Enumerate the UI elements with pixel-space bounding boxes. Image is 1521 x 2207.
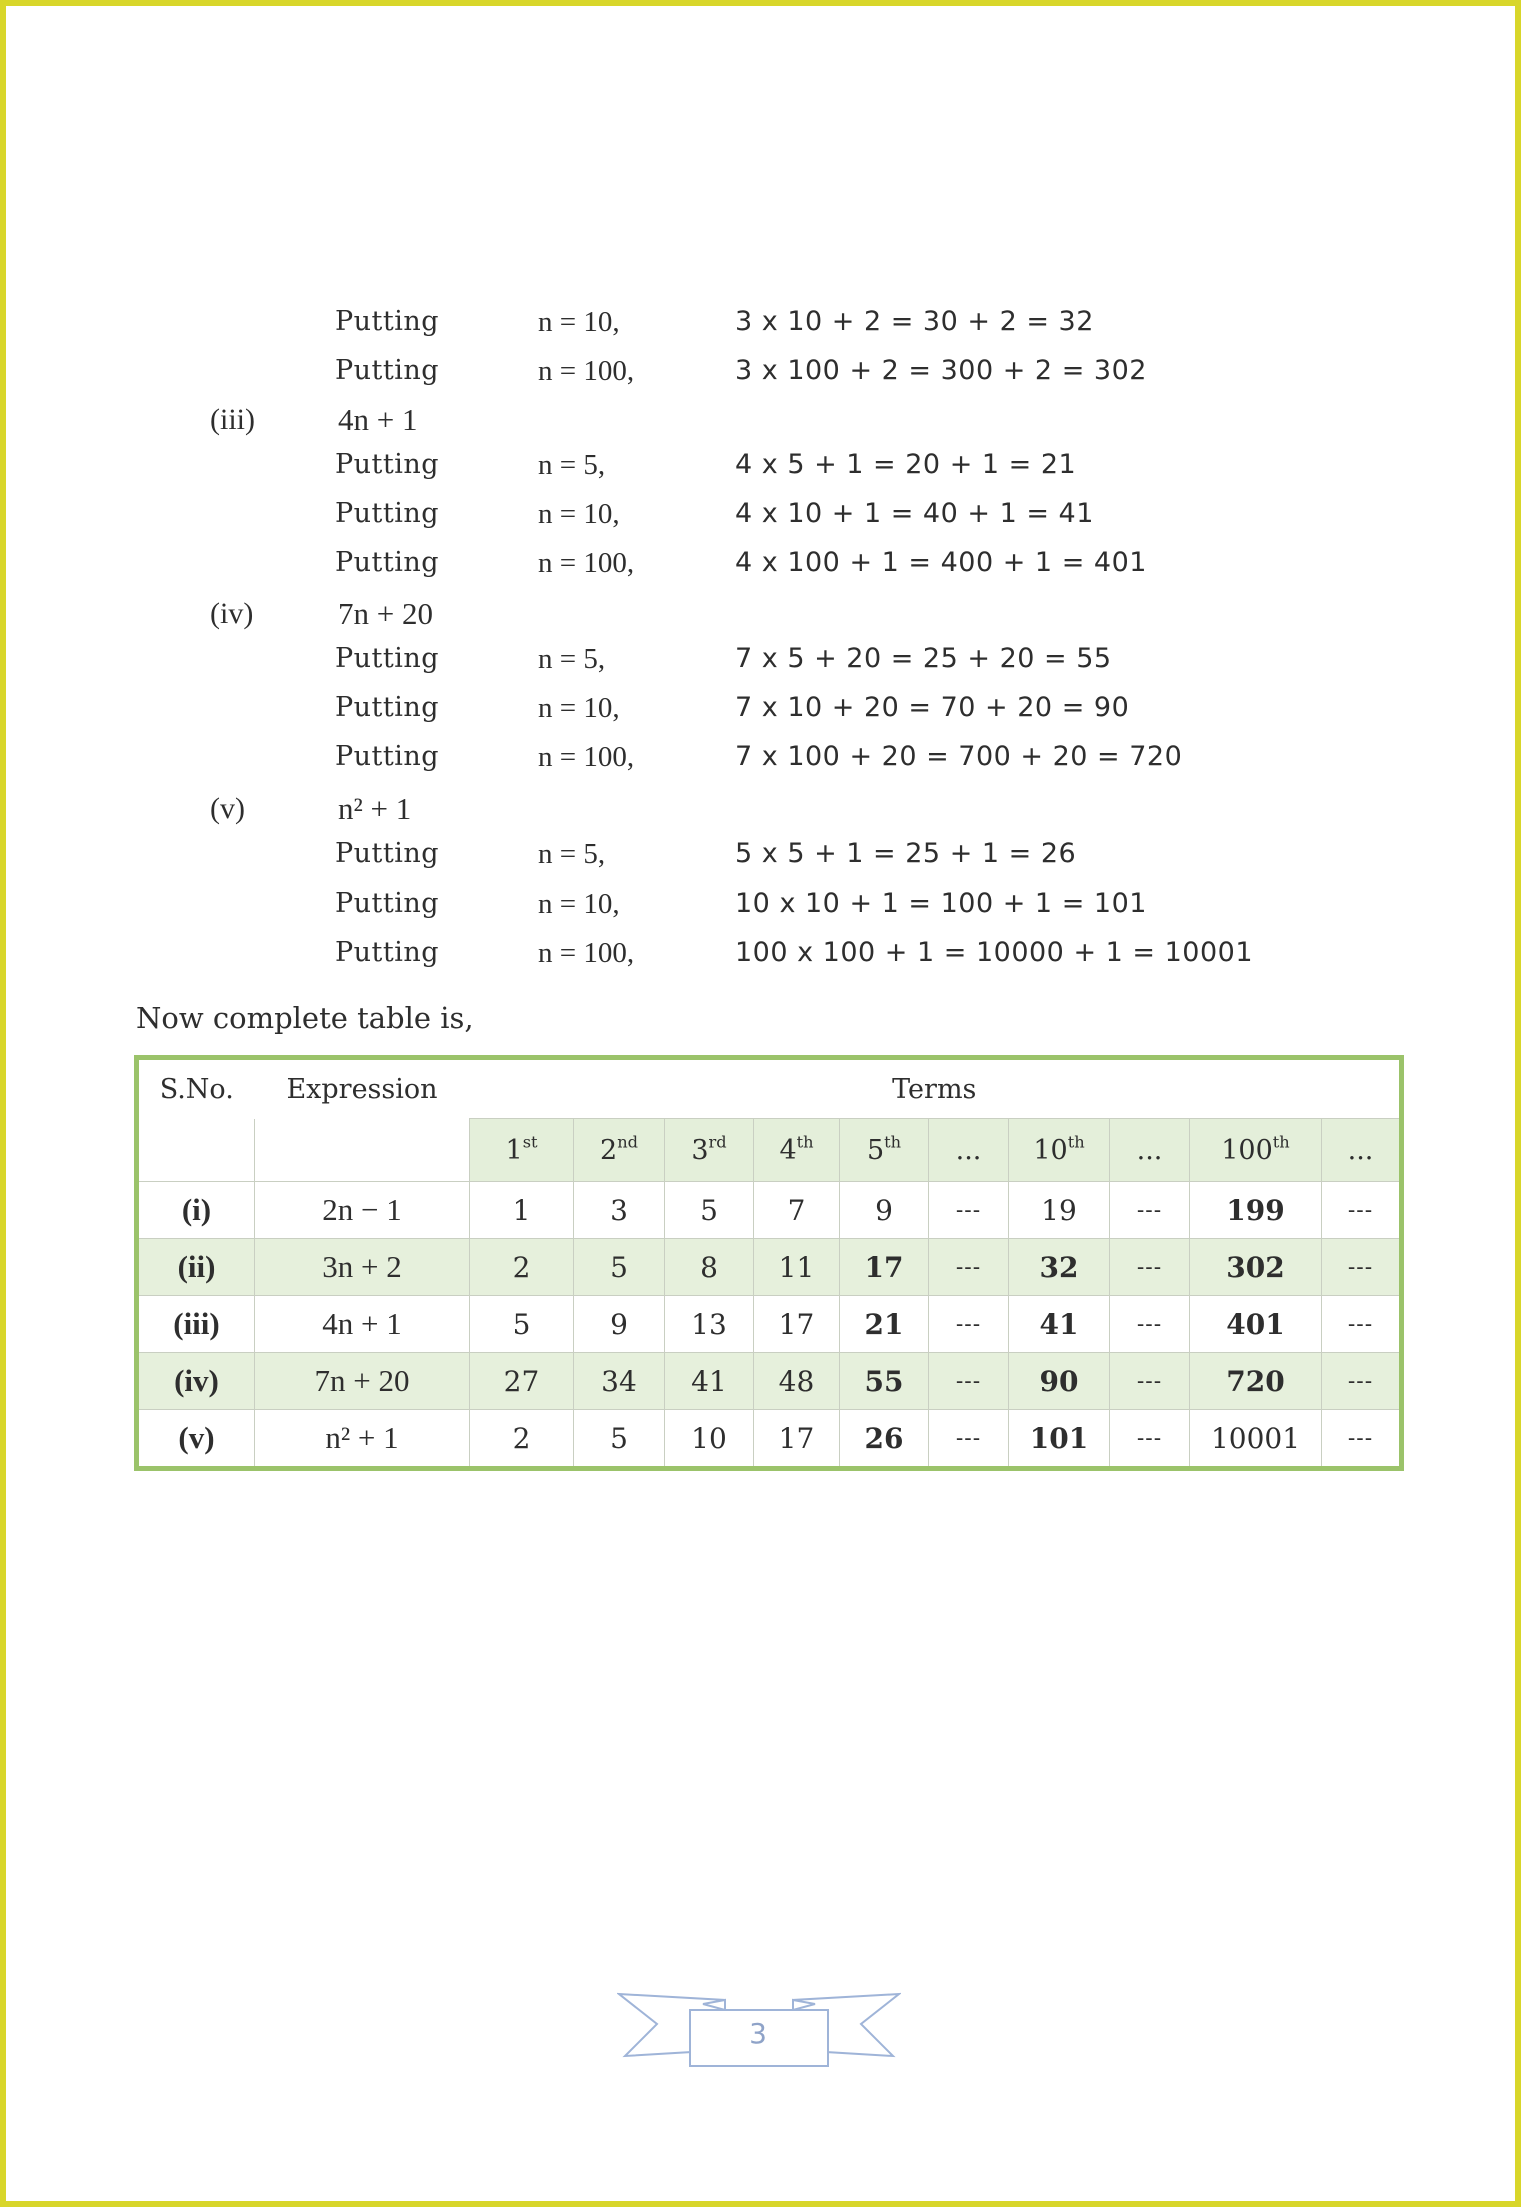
step-n-value: n = 10, [538,306,620,338]
term-placeholder: --- [929,1296,1009,1353]
part-expression: 7n + 20 [338,596,433,631]
step-calculation: 100 x 100 + 1 = 10000 + 1 = 10001 [735,937,1254,968]
ellipsis: ... [1136,1134,1163,1166]
step-calculation: 10 x 10 + 1 = 100 + 1 = 101 [735,888,1147,919]
term-value: 5 [665,1182,754,1239]
step-n-value: n = 5, [538,838,606,870]
term-placeholder: --- [1322,1239,1402,1296]
header-terms: Terms [470,1058,1402,1119]
step-n-value: n = 100, [538,355,635,387]
term-value: 101 [1009,1410,1110,1469]
ellipsis: ... [1347,1134,1374,1166]
term-value: 34 [574,1353,665,1410]
term-value: 27 [470,1353,574,1410]
term-value: 17 [754,1410,840,1469]
ordinal-suffix: nd [617,1132,638,1152]
step-n-value: n = 5, [538,449,606,481]
row-sno: (iii) [137,1296,255,1353]
term-placeholder: --- [1110,1353,1190,1410]
step-label: Putting [335,838,440,869]
term-header [665,1119,754,1182]
term-header [1009,1119,1110,1182]
row-expression: 7n + 20 [255,1353,470,1410]
term-header [574,1119,665,1182]
term-number: 1 [505,1134,523,1166]
term-header [840,1119,929,1182]
step-label: Putting [335,547,440,578]
term-value: 720 [1190,1353,1322,1410]
term-value: 11 [754,1239,840,1296]
term-value: 9 [840,1182,929,1239]
row-sno: (i) [137,1182,255,1239]
step-label: Putting [335,888,440,919]
table-row [137,1182,1402,1239]
table-row [137,1296,1402,1353]
term-number: 3 [691,1134,709,1166]
term-value: 26 [840,1410,929,1469]
row-sno: (iv) [137,1353,255,1410]
step-calculation: 4 x 10 + 1 = 40 + 1 = 41 [735,498,1094,529]
step-calculation: 4 x 5 + 1 = 20 + 1 = 21 [735,449,1077,480]
step-label: Putting [335,692,440,723]
term-value: 5 [470,1296,574,1353]
term-placeholder: --- [1110,1182,1190,1239]
term-placeholder: --- [929,1353,1009,1410]
term-header [1190,1119,1322,1182]
row-sno: (v) [137,1410,255,1469]
header-blank [137,1119,255,1182]
step-n-value: n = 5, [538,643,606,675]
ellipsis: ... [955,1134,982,1166]
term-value: 2 [470,1410,574,1469]
row-sno: (ii) [137,1239,255,1296]
term-value: 5 [574,1410,665,1469]
term-value: 13 [665,1296,754,1353]
term-value: 2 [470,1239,574,1296]
term-value: 401 [1190,1296,1322,1353]
step-label: Putting [335,355,440,386]
term-value: 41 [665,1353,754,1410]
term-value: 1 [470,1182,574,1239]
term-value: 55 [840,1353,929,1410]
header-sno: S.No. [137,1058,255,1119]
ordinal-suffix: rd [708,1132,727,1152]
term-value: 10001 [1190,1410,1322,1469]
term-value: 17 [754,1296,840,1353]
row-expression: 2n − 1 [255,1182,470,1239]
term-value: 10 [665,1410,754,1469]
term-value: 19 [1009,1182,1110,1239]
term-value: 48 [754,1353,840,1410]
table-intro-text: Now complete table is, [136,1001,474,1035]
step-n-value: n = 10, [538,498,620,530]
term-value: 21 [840,1296,929,1353]
ordinal-suffix: st [522,1132,538,1152]
term-value: 5 [574,1239,665,1296]
term-value: 3 [574,1182,665,1239]
step-label: Putting [335,643,440,674]
ordinal-suffix: th [1067,1132,1085,1152]
term-header-ellipsis [1110,1119,1190,1182]
term-value: 41 [1009,1296,1110,1353]
term-value: 8 [665,1239,754,1296]
term-value: 90 [1009,1353,1110,1410]
step-label: Putting [335,498,440,529]
term-header [470,1119,574,1182]
header-blank [255,1119,470,1182]
term-placeholder: --- [1110,1239,1190,1296]
part-label: (iii) [210,403,255,436]
page-number: 3 [749,2017,767,2050]
term-value: 7 [754,1182,840,1239]
table-row [137,1410,1402,1469]
step-n-value: n = 100, [538,741,635,773]
row-expression: 3n + 2 [255,1239,470,1296]
term-placeholder: --- [1322,1353,1402,1410]
step-label: Putting [335,937,440,968]
term-number: 5 [866,1134,885,1166]
term-header-ellipsis [1322,1119,1402,1182]
term-placeholder: --- [1322,1410,1402,1469]
term-number: 2 [600,1134,618,1166]
step-n-value: n = 100, [538,937,635,969]
term-placeholder: --- [1110,1410,1190,1469]
term-header [754,1119,840,1182]
header-expression: Expression [255,1058,470,1119]
term-placeholder: --- [1110,1296,1190,1353]
step-label: Putting [335,449,440,480]
term-value: 32 [1009,1239,1110,1296]
ordinal-suffix: th [884,1132,902,1152]
term-number: 4 [779,1134,797,1166]
step-n-value: n = 10, [538,692,620,724]
step-calculation: 7 x 100 + 20 = 700 + 20 = 720 [735,741,1183,772]
part-expression: n² + 1 [338,791,412,826]
part-label: (v) [210,792,245,825]
term-placeholder: --- [929,1182,1009,1239]
table-row [137,1353,1402,1410]
term-placeholder: --- [1322,1296,1402,1353]
step-calculation: 3 x 100 + 2 = 300 + 2 = 302 [735,355,1147,386]
step-label: Putting [335,306,440,337]
row-expression: n² + 1 [255,1410,470,1469]
term-placeholder: --- [1322,1182,1402,1239]
term-value: 302 [1190,1239,1322,1296]
step-calculation: 3 x 10 + 2 = 30 + 2 = 32 [735,306,1094,337]
step-calculation: 4 x 100 + 1 = 400 + 1 = 401 [735,547,1147,578]
step-n-value: n = 100, [538,547,635,579]
terms-table [134,1055,1404,1471]
term-value: 17 [840,1239,929,1296]
step-calculation: 7 x 10 + 20 = 70 + 20 = 90 [735,692,1130,723]
row-expression: 4n + 1 [255,1296,470,1353]
part-label: (iv) [210,597,254,630]
term-value: 9 [574,1296,665,1353]
term-number: 10 [1033,1134,1068,1166]
step-label: Putting [335,741,440,772]
term-header-ellipsis [929,1119,1009,1182]
ordinal-suffix: th [796,1132,814,1152]
step-n-value: n = 10, [538,888,620,920]
step-calculation: 5 x 5 + 1 = 25 + 1 = 26 [735,838,1077,869]
term-value: 199 [1190,1182,1322,1239]
term-number: 100 [1221,1134,1273,1166]
term-placeholder: --- [929,1410,1009,1469]
part-expression: 4n + 1 [338,402,418,437]
table-row [137,1239,1402,1296]
step-calculation: 7 x 5 + 20 = 25 + 20 = 55 [735,643,1112,674]
ordinal-suffix: th [1272,1132,1290,1152]
term-placeholder: --- [929,1239,1009,1296]
